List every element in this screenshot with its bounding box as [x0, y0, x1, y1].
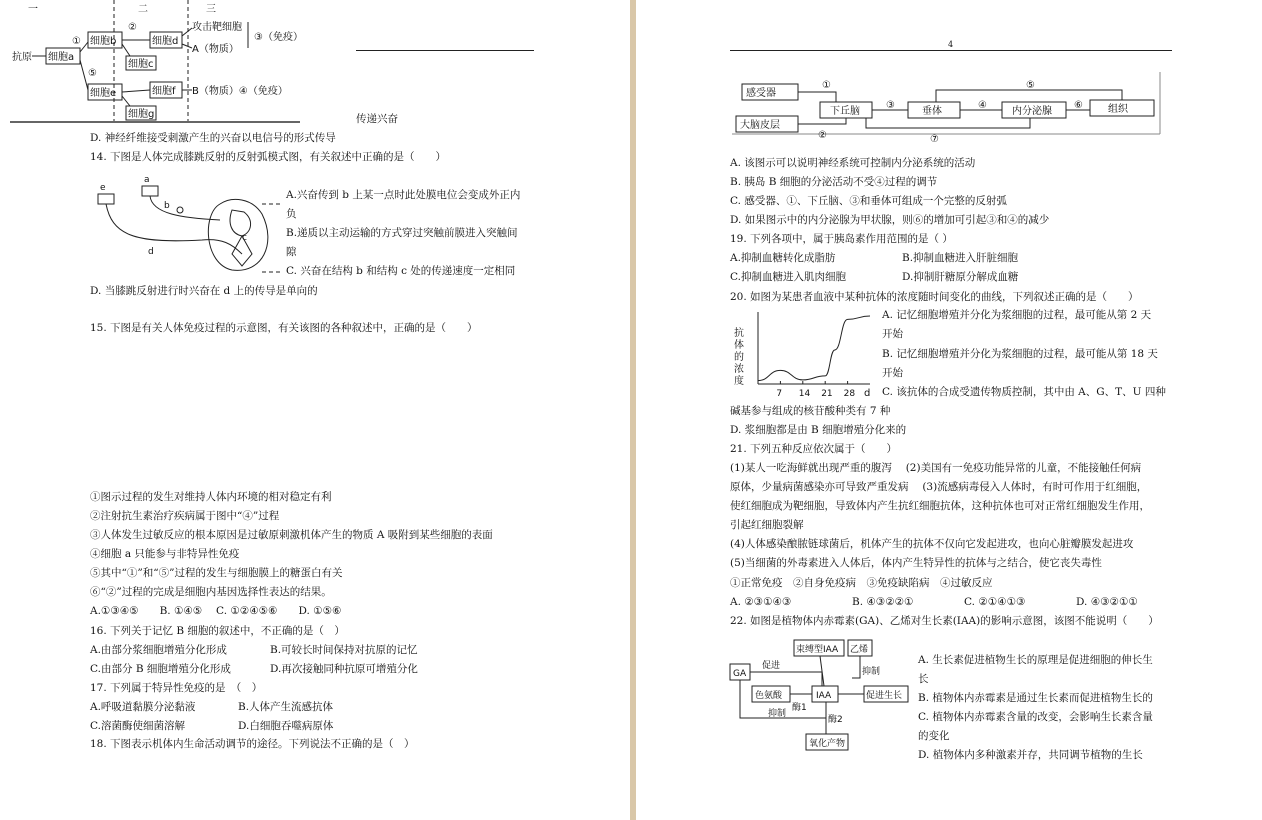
fig-cell-e: 细胞e	[90, 88, 117, 99]
fig-cell-d: 细胞d	[152, 36, 179, 47]
q18-option-a: A. 该图示可以说明神经系统可控制内分泌系统的活动	[730, 157, 976, 169]
fig-cell-g: 细胞g	[128, 109, 155, 120]
fig-antigen: 抗原	[12, 52, 32, 63]
fig-attack: 攻击靶细胞	[192, 22, 242, 33]
edge-num-1: ①	[822, 80, 831, 91]
q20-option-c-2: 碱基参与组成的核苷酸种类有 7 种	[730, 405, 891, 417]
chart-xlabel: d	[864, 388, 871, 399]
q20-stem: 20. 如图为某患者血液中某种抗体的浓度随时间变化的曲线，下列叙述正确的是（ ）	[730, 291, 1139, 303]
node-promote-growth: 促进生长	[866, 691, 903, 701]
edge-num-5: ⑤	[1026, 80, 1035, 91]
edge-num-2: ②	[818, 130, 827, 141]
q21-line-6: (5)当细菌的外毒素进入人体后，体内产生特异性的抗体与之结合，使它丧失毒性	[730, 557, 1102, 569]
q20-option-a-1: A. 记忆细胞增殖并分化为浆细胞的过程，最可能从第 2 天	[882, 309, 1152, 321]
q21-stem: 21. 下列五种反应依次属于（ ）	[730, 443, 898, 455]
edge-num-6: ⑥	[1074, 100, 1083, 111]
q17-option-c: C.溶菌酶使细菌溶解	[90, 720, 185, 732]
q22-option-c-2: 的变化	[918, 730, 950, 742]
q21-option-b: B. ④③②②①	[852, 596, 914, 608]
reflex-label-c: c	[242, 233, 247, 243]
q17-stem: 17. 下列属于特异性免疫的是 （ ）	[90, 682, 263, 694]
immune-process-figure	[10, 0, 310, 128]
edge-num-4: ④	[978, 100, 987, 111]
fig-num-5: ⑤	[88, 68, 97, 79]
edge-enzyme-1: 酶1	[792, 703, 807, 713]
q15-statement-1: ①图示过程的发生对维持人体内环境的相对稳定有利	[90, 491, 332, 503]
q18-option-d: D. 如果图示中的内分泌腺为甲状腺，则⑥的增加可引起③和④的减少	[730, 214, 1050, 226]
q22-option-a-1: A. 生长素促进植物生长的原理是促进细胞的伸长生	[918, 654, 1153, 666]
q20-option-b-1: B. 记忆细胞增殖并分化为浆细胞的过程，最可能从第 18 天	[882, 348, 1158, 360]
left-header-rule	[356, 50, 534, 51]
q15-statement-4: ④细胞 a 只能参与非特异性免疫	[90, 548, 240, 560]
q15-statement-5: ⑤其中“①”和“⑤”过程的发生与细胞膜上的糖蛋白有关	[90, 567, 343, 579]
q16-option-b: B.可较长时间保持对抗原的记忆	[270, 644, 418, 656]
chart-ylabel-4: 浓	[734, 364, 744, 375]
fig-substance-b: B（物质）④（免疫）	[192, 86, 288, 97]
q14-option-b-2: 隙	[286, 246, 297, 258]
reflex-arc-figure	[92, 174, 282, 280]
node-cortex: 大脑皮层	[740, 120, 780, 131]
fig-header-2: 二	[138, 4, 148, 15]
antibody-concentration-chart	[730, 310, 880, 402]
node-oxidation-product: 氧化产物	[809, 739, 846, 749]
q16-option-a: A.由部分浆细胞增殖分化形成	[90, 644, 227, 656]
node-tissue: 组织	[1108, 104, 1128, 115]
q16-stem: 16. 下列关于记忆 B 细胞的叙述中，不正确的是（ ）	[90, 625, 345, 637]
q14-option-d: D. 当膝跳反射进行时兴奋在 d 上的传导是单向的	[90, 285, 318, 297]
q14-option-c: C. 兴奋在结构 b 和结构 c 处的传递速度一定相同	[286, 265, 516, 277]
q21-line-4: 引起红细胞裂解	[730, 519, 804, 531]
node-receptor: 感受器	[746, 88, 776, 99]
node-iaa: IAA	[816, 691, 832, 701]
q22-stem: 22. 如图是植物体内赤霉素(GA)、乙烯对生长素(IAA)的影响示意图，该图不能说明（ ）	[730, 615, 1159, 627]
q15-statement-3: ③人体发生过敏反应的根本原因是过敏原刺激机体产生的物质 A 吸附到某些细胞的表面	[90, 529, 493, 541]
q15-stem: 15. 下图是有关人体免疫过程的示意图，有关该图的各种叙述中，正确的是（ ）	[90, 322, 478, 334]
q16-option-c: C.由部分 B 细胞增殖分化形成	[90, 663, 231, 675]
x-tick-label: 7	[776, 389, 783, 399]
edge-num-3: ③	[886, 100, 895, 111]
antibody-curve	[758, 316, 870, 381]
right-header-rule	[730, 50, 1172, 51]
q18-option-b: B. 胰岛 B 细胞的分泌活动不受④过程的调节	[730, 176, 938, 188]
q21-option-a: A. ②③①④③	[730, 596, 792, 608]
node-pituitary: 垂体	[922, 106, 942, 117]
node-hypothalamus: 下丘脑	[830, 106, 860, 117]
q21-line-2: 原体，少量病菌感染亦可导致严重发病 (3)流感病毒侵入人体时，有时可作用于红细胞，	[730, 481, 1148, 493]
q20-option-b-2: 开始	[882, 367, 903, 379]
node-tryptophan: 色氨酸	[755, 691, 783, 701]
q14-option-a-2: 负	[286, 208, 297, 220]
q22-option-b: B. 植物体内赤霉素是通过生长素而促进植物生长的	[918, 692, 1153, 704]
regulation-pathway-figure	[730, 70, 1170, 146]
fig-cell-b: 细胞b	[90, 36, 117, 47]
fig-header-1: 一	[28, 4, 38, 15]
fig-cell-f: 细胞f	[152, 86, 176, 97]
chart-ylabel-2: 体	[734, 340, 744, 351]
q20-option-a-2: 开始	[882, 328, 903, 340]
fig-num-1: ①	[72, 36, 81, 47]
page-number: 4	[948, 40, 954, 49]
edge-enzyme-2: 酶2	[828, 715, 843, 725]
q19-option-a: A.抑制血糖转化成脂肪	[730, 252, 836, 264]
reflex-label-d: d	[148, 247, 154, 257]
q14-stem: 14. 下图是人体完成膝跳反射的反射弧模式图，有关叙述中正确的是（ ）	[90, 151, 447, 163]
q15-statement-2: ②注射抗生素治疗疾病属于图中“④”过程	[90, 510, 280, 522]
q19-option-d: D.抑制肝糖原分解成血糖	[902, 271, 1019, 283]
fig-substance-a: A（物质）	[192, 44, 239, 55]
fig-num-2: ②	[128, 22, 137, 33]
q13-tail: 传递兴奋	[356, 113, 398, 125]
fig-cell-a: 细胞a	[48, 52, 75, 63]
hormone-interaction-figure	[728, 636, 914, 756]
chart-ylabel-3: 的	[734, 352, 744, 363]
edge-promote: 促进	[762, 661, 781, 671]
fig-header-3: 三	[206, 4, 216, 15]
node-ethylene: 乙烯	[850, 645, 869, 655]
fig-cell-c: 细胞c	[128, 59, 154, 70]
fig-immune-3: ③（免疫）	[254, 32, 303, 43]
x-tick-label: 28	[843, 389, 856, 399]
node-ga: GA	[733, 669, 747, 679]
q18-stem: 18. 下图表示机体内生命活动调节的途径。下列说法不正确的是（ ）	[90, 738, 415, 750]
q21-line-3: 使红细胞成为靶细胞，导致体内产生抗红细胞抗体，这种抗体也可对正常红细胞发生作用，	[730, 500, 1150, 512]
chart-ylabel-5: 度	[734, 376, 744, 387]
chart-ylabel-1: 抗	[734, 328, 744, 339]
q20-option-c-1: C. 该抗体的合成受遗传物质控制，其中由 A、G、T、U 四种	[882, 386, 1166, 398]
q18-option-c: C. 感受器、①、下丘脑、③和垂体可组成一个完整的反射弧	[730, 195, 1007, 207]
q14-option-b-1: B.递质以主动运输的方式穿过突触前膜进入突触间	[286, 227, 518, 239]
q22-option-d: D. 植物体内多种激素并存，共同调节植物的生长	[918, 749, 1143, 761]
node-endocrine-gland: 内分泌腺	[1012, 106, 1052, 117]
edge-inhibit-ga: 抑制	[768, 709, 787, 719]
q15-options: A.①③④⑤ B. ①④⑤ C. ①②④⑤⑥ D. ①⑤⑥	[90, 605, 342, 617]
q19-stem: 19. 下列各项中，属于胰岛素作用范围的是（ ）	[730, 233, 953, 245]
q21-line-5: (4)人体感染酿脓链球菌后，机体产生的抗体不仅向它发起进攻，也向心脏瓣膜发起进攻	[730, 538, 1134, 550]
q22-option-c-1: C. 植物体内赤霉素含量的改变，会影响生长素含量	[918, 711, 1153, 723]
node-bound-iaa: 束缚型IAA	[796, 645, 839, 655]
q21-option-c: C. ②①④①③	[964, 596, 1026, 608]
edge-inhibit-ethylene: 抑制	[862, 667, 881, 677]
x-tick-label: 14	[798, 389, 811, 399]
reflex-label-e: e	[100, 183, 106, 193]
q14-option-a-1: A.兴奋传到 b 上某一点时此处膜电位会变成外正内	[286, 189, 521, 201]
q16-option-d: D.再次接触同种抗原可增殖分化	[270, 663, 418, 675]
q17-option-b: B.人体产生流感抗体	[238, 701, 334, 713]
q21-line-7: ①正常免疫 ②自身免疫病 ③免疫缺陷病 ④过敏反应	[730, 577, 993, 589]
q19-option-b: B.抑制血糖进入肝脏细胞	[902, 252, 1019, 264]
q19-option-c: C.抑制血糖进入肌肉细胞	[730, 271, 846, 283]
right-page	[636, 0, 1262, 820]
q17-option-a: A.呼吸道黏膜分泌黏液	[90, 701, 196, 713]
left-page	[0, 0, 630, 820]
reflex-label-b: b	[164, 201, 170, 211]
q22-option-a-2: 长	[918, 673, 929, 685]
q20-option-d: D. 浆细胞都是由 B 细胞增殖分化来的	[730, 424, 907, 436]
edge-num-7: ⑦	[930, 134, 939, 145]
q17-option-d: D.白细胞吞噬病原体	[238, 720, 334, 732]
q21-line-1: (1)某人一吃海鲜就出现严重的腹泻 (2)美国有一免疫功能异常的儿童，不能接触任何病	[730, 462, 1142, 474]
q21-option-d: D. ④③②①①	[1076, 596, 1138, 608]
reflex-label-a: a	[144, 175, 150, 185]
q13-option-d: D. 神经纤维接受刺激产生的兴奋以电信号的形式传导	[90, 132, 336, 144]
x-tick-label: 21	[821, 389, 833, 399]
q15-statement-6: ⑥“②”过程的完成是细胞内基因选择性表达的结果。	[90, 586, 332, 598]
